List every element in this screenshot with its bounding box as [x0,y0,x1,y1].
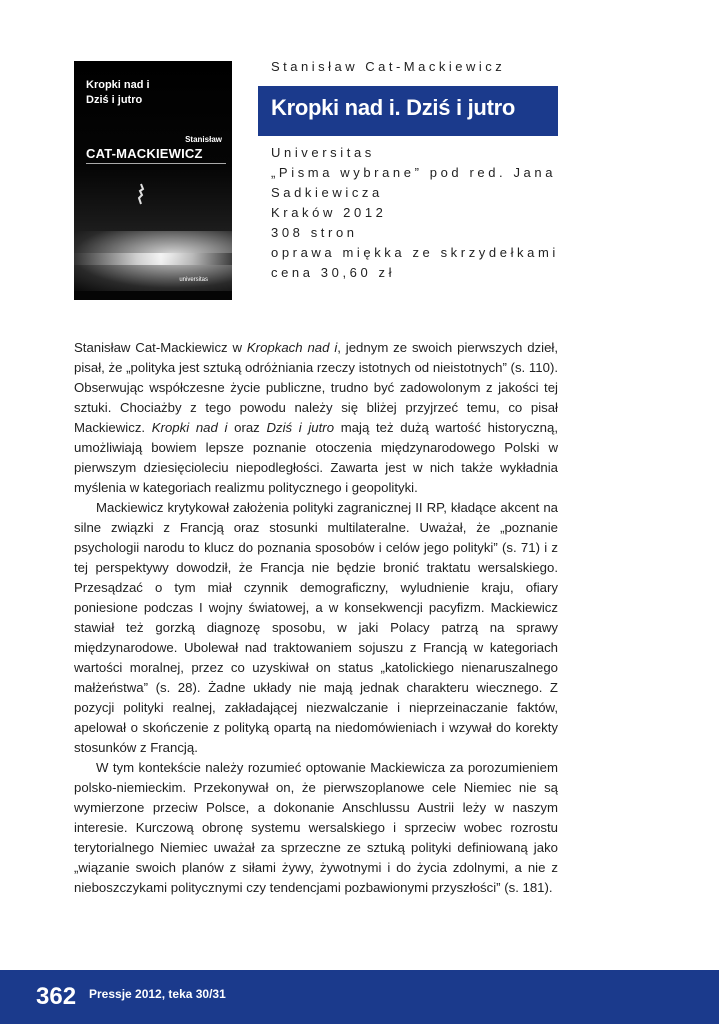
details-editor: Sadkiewicza [271,185,383,200]
p1-title-ref-1: Kropkach nad i [246,340,338,355]
cover-horizon-line [74,253,232,265]
cover-author-first: Stanisław [185,135,222,144]
paragraph-3: W tym kontekście należy rozumieć optowanie Mackiewicza za porozumieniem polsko-niemieckim. Przekonywał on, że pierwszoplanowe cele Niemiec nie są wymierzone przeciw Polsce, a dokonanie Anschlussu Austrii leży w naszym interesie. Kurczową obronę systemu wersalskiego i sprzeciw wobec rozrostu terytorialnego Niemiec uważał za sprzeczne ze sztuką polityki definiowaną jako „wiązanie swoich planów z siłami żywy, żywotnymi i do życia zdolnymi, a nie z nieboszczykami politycznymi czy tendencjami pozbawionymi przyszłości” (s. 181). [74,760,558,895]
details-place-year: Kraków 2012 [271,205,387,220]
p1-title-ref-2: Kropki nad i [151,420,228,435]
paragraph-1 [74,338,558,498]
details-series: „Pisma wybrane” pod red. Jana [271,165,557,180]
p1-text-3: oraz [227,420,267,435]
cover-author-last: CAT-MACKIEWICZ [86,146,226,164]
book-title: Kropki nad i. Dziś i jutro [271,95,515,120]
p1-title-ref-3: Dziś i jutro [266,420,335,435]
cover-bird-icon [136,183,146,210]
review-author: Stanisław Cat-Mackiewicz [271,59,506,74]
p1-text-2: , jednym ze swoich pierwszych dzieł, pisał, że „polityka jest sztuką odróżniania rzeczy istotnych od nieistotnych” (s. 110). Obserwując współczesne życie publiczne, trudno być zadowolonym z jakości tej sztuki. Chociażby z tego powodu należy się bliżej przyjrzeć temu, co pisał Mackiewicz. [74,340,558,435]
book-title-bar [258,86,558,136]
cover-title-line2: Dziś i jutro [86,94,143,106]
page-footer [0,970,719,1024]
cover-title-line1: Kropki nad i [86,79,150,91]
details-binding: oprawa miękka ze skrzydełkami [271,245,559,260]
review-body [74,338,558,898]
book-details [271,143,559,283]
book-cover [74,61,232,300]
page-number: 362 [36,983,77,1010]
p1-text-4: mają też dużą wartość historyczną, umożliwiają bowiem lepsze poznanie otoczenia międzynarodowego Polski w pierwszym dziesięcioleciu niepodległości. Zawarta jest w nich także wykładnia myślenia w kategoriach realizmu politycznego i geopolityki. [74,420,559,495]
cover-publisher: universitas [179,277,208,283]
details-publisher: Universitas [271,145,375,160]
details-price: cena 30,60 zł [271,265,396,280]
paragraph-2: Mackiewicz krytykował założenia polityki zagranicznej II RP, kładące akcent na silne związki z Francją oraz stosunki multilateralne. Uważał, że „poznanie psychologii narodu to klucz do poznania sposobów i celów jego polityki” (s. 71) i z tej perspektywy dowodził, że Francja nie będzie bronić traktatu wersalskiego. Przesądzać o tym miał czynnik demograficzny, wyludnienie kraju, ofiary poniesione podczas I wojny światowej, a w konsekwencji pacyfizm. Mackiewicz stawiał też gorzką diagnozę sposobu, w jaki Polacy patrzą na sprawy międzynarodowe. Ubolewał nad traktowaniem sojuszu z Francją w kategoriach wartości moralnej, przez co uzyskiwał on status „katolickiego nienaruszalnego małżeństwa” (s. 28). Żadne układy nie mają jednak charakteru wiecznego. Z pozycji polityki realnej, zakładającej niezwalczanie i nieprzeinaczanie faktów, apelował o skończenie z polityką opartą na niedomówieniach i wzywał do korekty stosunków z Francją. [74,500,558,755]
details-pages: 308 stron [271,225,358,240]
p1-text-1: Stanisław Cat-Mackiewicz w [74,340,247,355]
journal-name: Pressje 2012, teka 30/31 [89,987,226,1001]
